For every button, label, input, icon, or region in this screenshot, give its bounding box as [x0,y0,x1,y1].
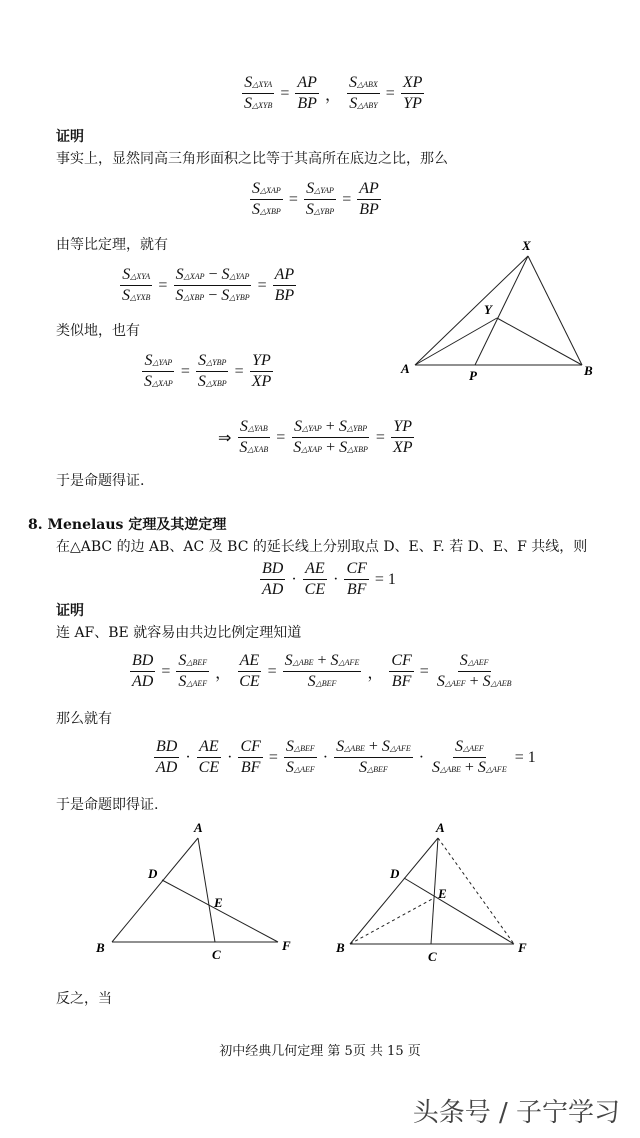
edge-xb [528,256,582,365]
label-e: E [214,895,223,910]
label-c: C [428,949,437,964]
equation-area-ratio-3: $\frac{\text{S△XYA}}{\text{S△YXB}}$ = $\frac{\text{S△XAP − S△YAP}}{\text{S△XBP − S△YBP}}$ = $\frac{AP}{BP}$ [122,266,295,304]
label-d: D [148,866,158,881]
similarly-line: 类似地，也有 [56,323,140,339]
section-title: Menelaus 定理及其逆定理 [47,517,227,533]
proof-text-2: 连 AF、BE 就容易由共边比例定理知道 [56,625,302,641]
then-line: 那么就有 [56,711,112,727]
label-f: F [518,940,527,955]
equation-common-side: $\frac{BD}{AD}$ = $\frac{\text{S△BEF}}{\text{S△AEF}}$ ， $\frac{AE}{CE}$ = $\frac{\text{S△ABE + S△AFE}}{\text{S△BEF}}$ ， $\frac{CF}{BF}$ = $\frac{\text{S△AEF}}{\text{S△AEF + S△AEB}}$ [132,652,512,690]
watermark: 头条号 / 子宁学习 [412,1098,620,1128]
figure-menelaus-left [90,818,305,968]
figure-triangle-xab [395,238,605,383]
figure-menelaus-right [330,818,540,968]
label-p: P [469,368,477,383]
converse-line: 反之，当 [56,991,112,1007]
segment-yb [497,318,582,365]
label-y: Y [484,302,492,317]
label-b: B [336,940,345,955]
ratio-theorem-line: 由等比定理，就有 [56,237,168,253]
label-e: E [438,886,447,901]
theorem-statement: 在△ABC 的边 AB、AC 及 BC 的延长线上分别取点 D、E、F. 若 D、E、F 共线，则 [56,539,588,555]
label-x: X [522,238,531,253]
label-f: F [282,938,291,953]
label-b: B [96,940,105,955]
cevian-xp [475,256,528,365]
equation-area-ratio-5: ⇒ $\frac{\text{S△YAB}}{\text{S△XAB}}$ = $\frac{\text{S△YAP + S△YBP}}{\text{S△XAP + S△XBP}}$ = $\frac{YP}{XP}$ [218,418,413,456]
equation-menelaus: $\frac{BD}{AD}$ · $\frac{AE}{CE}$ · $\frac{CF}{BF}$ = 1 [262,560,396,598]
qed-line: 于是命题得证. [56,473,145,489]
label-a: A [436,820,445,835]
equation-area-ratio-4: $\frac{\text{S△YAP}}{\text{S△XAP}}$ = $\frac{\text{S△YBP}}{\text{S△XBP}}$ = $\frac{YP}{XP}$ [144,352,272,390]
section-heading-menelaus [28,516,226,534]
equation-area-ratio-1: $\frac{\text{S△XYA}}{\text{S△XYB}}$ = $\frac{AP}{BP}$ ， $\frac{\text{S△ABX}}{\text{S△ABY}}$ = $\frac{XP}{YP}$ [244,74,423,112]
label-b: B [584,363,593,378]
proof-heading-2: 证明 [56,603,84,619]
proof-text: 事实上，显然同高三角形面积之比等于其高所在底边之比，那么 [56,151,448,167]
edge-ax [415,256,528,365]
page-footer: 初中经典几何定理 第 5页 共 15 页 [219,1044,421,1059]
equation-area-ratio-2: $\frac{\text{S△XAP}}{\text{S△XBP}}$ = $\frac{\text{S△YAP}}{\text{S△YBP}}$ = $\frac{AP}{BP}$ [252,180,379,218]
qed-line-2: 于是命题即得证. [56,797,159,813]
equation-product: $\frac{BD}{AD}$ · $\frac{AE}{CE}$ · $\frac{CF}{BF}$ = $\frac{\text{S△BEF}}{\text{S△AEF}}$ · $\frac{\text{S△ABE + S△AFE}}{\text{S△BEF}}$ · $\frac{\text{S△AEF}}{\text{S△ABE + S△AFE}}$ = 1 [156,738,536,776]
label-d: D [390,866,400,881]
label-a: A [401,361,410,376]
proof-heading: 证明 [56,129,84,145]
section-number: 8. [28,517,43,533]
label-a: A [194,820,203,835]
label-c: C [212,947,221,962]
